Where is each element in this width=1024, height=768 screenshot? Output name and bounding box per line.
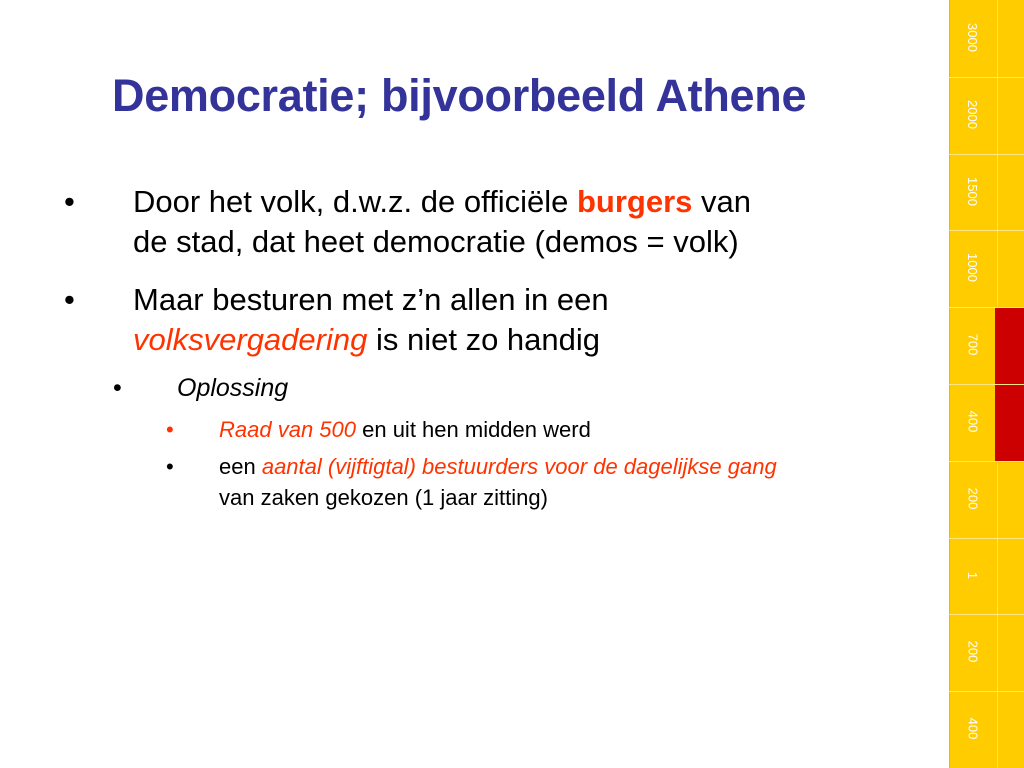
timeline-label bbox=[949, 717, 996, 740]
timeline-label-text: 3000 bbox=[964, 23, 980, 52]
timeline-separator bbox=[949, 691, 996, 692]
timeline-label-text: 400 bbox=[964, 717, 980, 740]
timeline-label-text: 200 bbox=[964, 487, 980, 510]
timeline-label bbox=[949, 487, 996, 510]
timeline-separator bbox=[949, 154, 996, 155]
timeline-label-text: 200 bbox=[964, 641, 980, 663]
subsub-bullet-bestuurders-line-1 bbox=[219, 454, 777, 480]
timeline-label-text: 1 bbox=[964, 571, 980, 579]
timeline-separator bbox=[949, 614, 996, 615]
bullet-1-text: Door het volk, d.w.z. de officiële bbox=[133, 184, 577, 219]
raad-text: en uit hen midden werd bbox=[356, 417, 591, 442]
bullet-dot: • bbox=[64, 184, 75, 219]
bestuurders-pre: een bbox=[219, 454, 262, 479]
bullet-2-line-1: Maar besturen met z’n allen in een bbox=[133, 282, 609, 317]
subsub-bullet-dot: • bbox=[166, 417, 174, 442]
timeline-label bbox=[949, 253, 996, 283]
subsub-bullet-raad bbox=[219, 417, 591, 443]
bullet-dot: • bbox=[64, 282, 75, 317]
bestuurders-highlight: aantal (vijftigtal) bestuurders voor de dagelijkse gang bbox=[261, 454, 777, 479]
timeline-label-text: 700 bbox=[964, 333, 980, 356]
timeline-separator bbox=[949, 538, 996, 539]
timeline-separator-right bbox=[995, 614, 1024, 615]
bullet-2-text-end: is niet zo handig bbox=[367, 322, 601, 357]
timeline-separator-right bbox=[995, 307, 1024, 308]
timeline-separator bbox=[949, 230, 996, 231]
bullet-1-line-2: de stad, dat heet democratie (demos = volk) bbox=[133, 224, 739, 259]
bullet-1-text-end: van bbox=[692, 184, 752, 219]
bullet-1-highlight: burgers bbox=[577, 184, 693, 219]
timeline-label bbox=[949, 333, 996, 356]
timeline-label bbox=[949, 23, 996, 52]
timeline-separator-right bbox=[995, 77, 1024, 78]
timeline-label-text: 1500 bbox=[964, 176, 980, 206]
timeline-label bbox=[949, 568, 996, 583]
timeline-label bbox=[949, 641, 996, 663]
timeline-label-text: 1000 bbox=[964, 253, 980, 283]
timeline-separator-right bbox=[995, 461, 1024, 462]
bullet-1-line-1 bbox=[133, 184, 751, 220]
timeline-label bbox=[949, 176, 996, 206]
timeline-separator-right bbox=[995, 154, 1024, 155]
timeline-separator bbox=[949, 307, 996, 308]
timeline-separator-right bbox=[995, 691, 1024, 692]
timeline-label-text: 400 bbox=[964, 410, 980, 433]
slide-title: Democratie; bijvoorbeeld Athene bbox=[112, 70, 807, 121]
timeline-label bbox=[949, 99, 996, 129]
timeline-separator-right bbox=[995, 230, 1024, 231]
sub-bullet-dot: • bbox=[113, 374, 122, 402]
timeline-label bbox=[949, 410, 996, 433]
timeline-separator-right bbox=[995, 538, 1024, 539]
timeline-separator bbox=[949, 461, 996, 462]
subsub-bullet-bestuurders-line-2: van zaken gekozen (1 jaar zitting) bbox=[219, 485, 548, 510]
timeline-label-text: 2000 bbox=[964, 99, 980, 129]
sub-bullet-oplossing: Oplossing bbox=[177, 374, 289, 402]
timeline-separator-right bbox=[995, 384, 1024, 385]
bullet-2-line-2 bbox=[133, 322, 600, 358]
timeline-separator bbox=[949, 384, 996, 385]
bullet-2-highlight: volksvergadering bbox=[133, 322, 368, 357]
subsub-bullet-dot: • bbox=[166, 454, 174, 479]
raad-highlight: Raad van 500 bbox=[219, 417, 356, 442]
timeline-separator bbox=[949, 77, 996, 78]
